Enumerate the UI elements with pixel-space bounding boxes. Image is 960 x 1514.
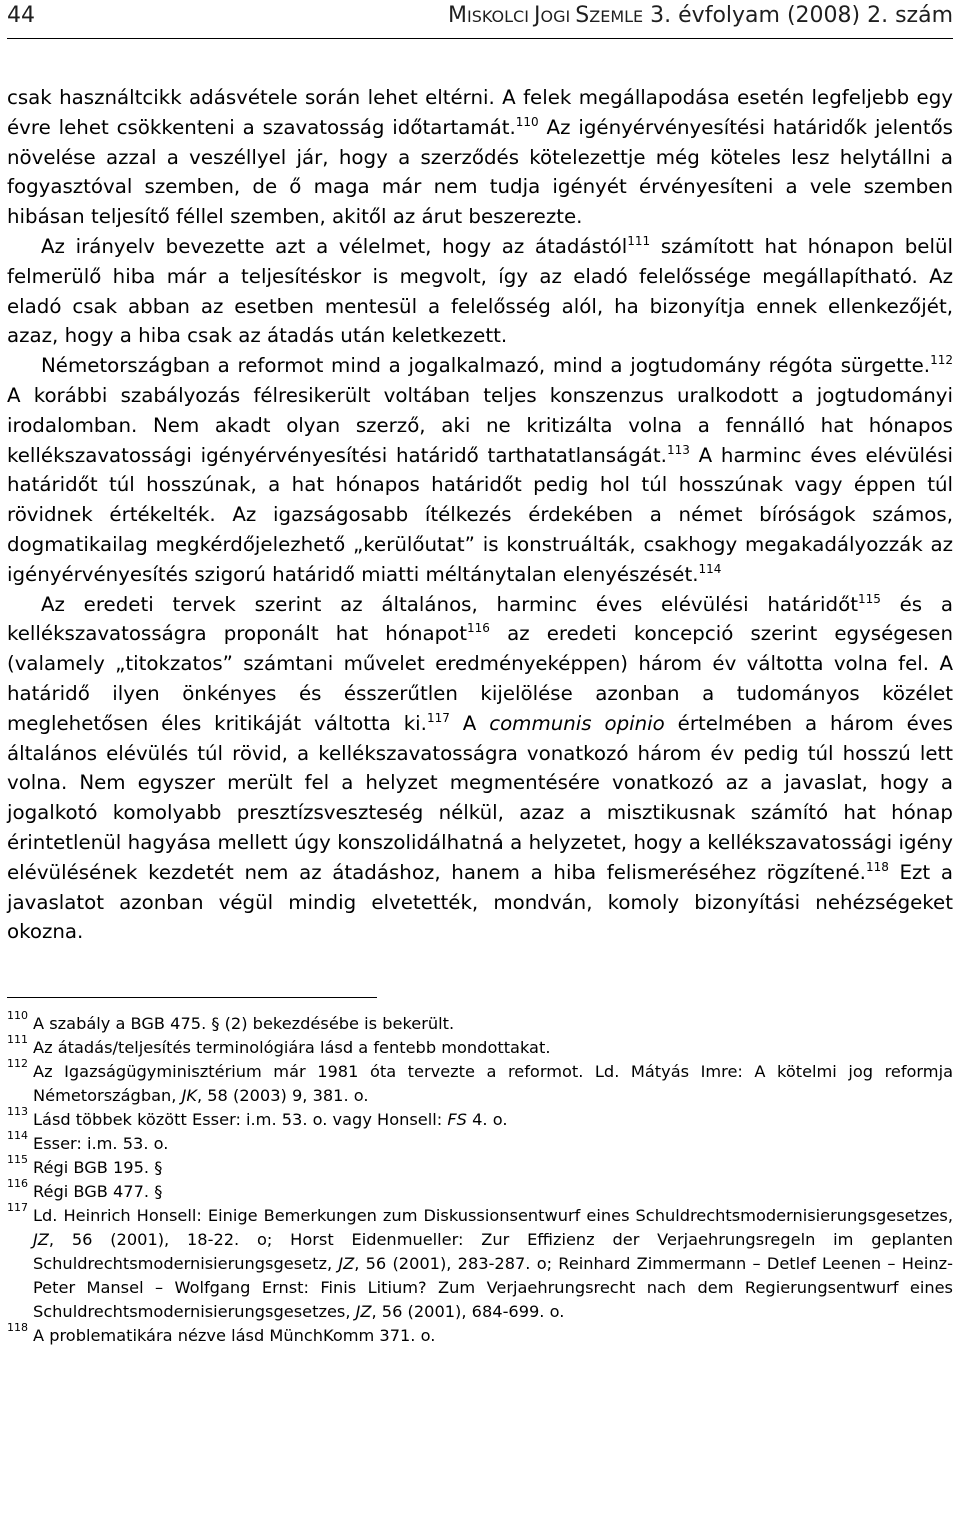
text-run: A [449,711,490,735]
footnote [7,1129,953,1156]
footnote [7,1105,953,1132]
text-run: Az átadás/teljesítés terminológiára lásd a fentebb mondottakat. [33,1038,551,1058]
footnote-number: 111 [7,1033,28,1047]
text-run: A harminc éves elévülési határidőt túl hosszúnak, a hat hónapos határidőt pedig hol túl hosszúnak vagy éppen túl rövidnek értékelték. Az igazságosabb ítélkezés érdekében a német bíróságok számos, dogmatikailag megkérdőjelezhető „kerülőutat” is konstruálták, csakhogy megakadályozzák az igényérvényesítés szigorú határidő miatti méltánytalan elenyészését. [7,443,953,586]
footnote-text [33,1132,953,1156]
text-run: Lásd többek között Esser: i.m. 53. o. vagy Honsell: [33,1110,448,1130]
italic-text: JZ [338,1254,355,1274]
body-text [7,83,953,947]
footnote [7,1009,953,1036]
text-run: Ld. Heinrich Honsell: Einige Bemerkungen zum Diskussionsentwurf eines Schuldrechtsmodernisierungsgesetzes, [33,1206,953,1226]
footnote [7,1057,953,1108]
paragraph [7,232,953,351]
paragraph [7,83,953,232]
footnote [7,1321,953,1348]
text-run: A szabály a BGB 475. § (2) bekezdésébe is bekerült. [33,1014,455,1034]
footnote-ref: 114 [698,561,722,576]
italic-text: JZ [33,1230,49,1250]
footnote-number: 115 [7,1153,28,1167]
text-run: , 58 (2003) 9, 381. o. [196,1086,369,1106]
text-run: csak használtcikk adásvétele során lehet eltérni. A felek megállapodása esetén legfeljebb egy évre lehet csökkenteni a szavatosság időtartamát. [7,86,953,139]
footnote [7,1201,953,1324]
footnote-text [33,1012,953,1036]
text-run: 4. o. [466,1110,508,1130]
footnote-ref: 110 [515,114,539,129]
page-header [7,0,953,39]
footnote-ref: 111 [627,233,651,248]
text-run: Régi BGB 195. § [33,1158,163,1178]
text-run: számított hat hónapon belül felmerülő hiba már a teljesítéskor is megvolt, így az eladó felelőssége megállapítható. Az eladó csak abban az esetben mentesül a felelősség alól, ha bizonyítja ennek ellenkezőjét, azaz, hogy a hiba csak az átadás után keletkezett. [7,234,954,348]
text-run: értelmében a három éves általános elévülés túl rövid, a kellékszavatosságra vonatkozó három év pedig túl hosszú lett volna. Nem egyszer merült fel a helyzet megmentésére vonatkozó az a javaslat, hogy a jogalkotó komolyabb presztízsveszteség nélkül, azaz a misztikusnak számító hat hónap érintetlenül hagyása mellett úgy konszolidálhatná a helyzetet, hogy a kellékszavatossági igény elévülésének kezdetét nem az átadáshoz, hanem a hiba felismeréséhez rögzítené. [7,711,953,884]
text-run: és a kellékszavatosságra proponált hat hónapot [7,592,953,646]
footnote-ref: 115 [857,591,881,606]
footnote-ref: 117 [426,710,450,725]
footnote-separator [7,997,377,998]
document-page [7,0,953,1348]
paragraph [7,590,953,948]
footnote-text [33,1180,953,1204]
running-head: MISKOLCI JOGI SZEMLE 3. évfolyam (2008) 2. szám [448,3,953,28]
footnote-text [33,1156,953,1180]
footnote-ref: 113 [666,442,690,457]
footnote [7,1033,953,1060]
footnote-ref: 116 [467,621,490,636]
footnote-number: 114 [7,1129,28,1143]
footnote-number: 113 [7,1105,28,1119]
italic-text: FS [447,1110,467,1130]
text-run: Ezt a javaslatot azonban végül mindig elvetették, mondván, komoly bizonyítási nehézségeket okozna. [7,860,953,944]
text-run: Az Igazságügyminisztérium már 1981 óta tervezte a reformot. Ld. Mátyás Imre: A kötelmi jog reformja Németországban, [33,1062,953,1106]
text-run: Az igényérvényesítési határidők jelentős növelése azzal a veszéllyel jár, hogy a szerződés kötelezettje még köteles lesz helytállni a fogyasztóval szemben, de ő maga már nem tudja igényét érvényesíteni a vele szemben hibásan teljesítő féllel szemben, akitől az árut beszerezte. [7,115,953,229]
footnote-number: 112 [7,1057,28,1071]
text-run: , 56 (2001), 283-287. o; Reinhard Zimmermann – Detlef Leenen – Heinz-Peter Mansel – Wolfgang Ernst: Finis Litium? Zum Verjaehrungsrecht nach dem Regierungsentwurf eines Schuldrechtsmodernisierungsgesetzes, [33,1254,953,1322]
footnote-text [33,1324,953,1348]
text-run: Esser: i.m. 53. o. [33,1134,169,1154]
paragraph [7,351,953,589]
footnote-text [33,1036,953,1060]
footnote-ref: 118 [865,859,889,874]
footnote-text [33,1108,953,1132]
footnote-text [33,1060,953,1108]
text-run: Németországban a reformot mind a jogalkalmazó, mind a jogtudomány régóta sürgette. [41,354,931,378]
footnote [7,1153,953,1180]
text-run: , 56 (2001), 684-699. o. [371,1302,565,1322]
text-run: A korábbi szabályozás félresikerült voltában teljes konszenzus uralkodott a jogtudományi irodalomban. Nem akadt olyan szerző, aki ne kritizálta volna a fennálló hat hónapos kellékszavatossági igényérvényesítési határidő tarthatatlanságát. [7,383,953,467]
text-run: Az eredeti tervek szerint az általános, harminc éves elévülési határidőt [41,592,858,616]
footnote-number: 116 [7,1177,28,1191]
footnote-ref: 112 [930,353,953,368]
page-number: 44 [7,3,35,28]
footnote-number: 117 [7,1201,28,1215]
italic-text: communis opinio [489,711,665,735]
text-run: az eredeti koncepció szerint egységesen (valamely „titokzatos” számtani művelet eredményeképpen) három év váltotta volna fel. A határidő ilyen önkényes és ésszerűtlen kijelölése azonban a tudományos közélet meglehetősen éles kritikáját váltotta ki. [7,622,954,735]
footnote-number: 110 [7,1009,28,1023]
footnote [7,1177,953,1204]
italic-text: JK [181,1086,197,1106]
footnote-text [33,1204,953,1324]
footnote-number: 118 [7,1321,28,1335]
text-run: , 56 (2001), 18-22. o; Horst Eidenmueller: Zur Effizienz der Verjaehrungsregeln im geplanten Schuldrechtsmodernisierungsgesetz, [33,1230,953,1274]
text-run: Az irányelv bevezette azt a vélelmet, hogy az átadástól [41,234,628,258]
footnotes [7,1009,953,1348]
text-run: A problematikára nézve lásd MünchKomm 371. o. [33,1326,436,1346]
text-run: Régi BGB 477. § [33,1182,163,1202]
italic-text: JZ [355,1302,372,1322]
